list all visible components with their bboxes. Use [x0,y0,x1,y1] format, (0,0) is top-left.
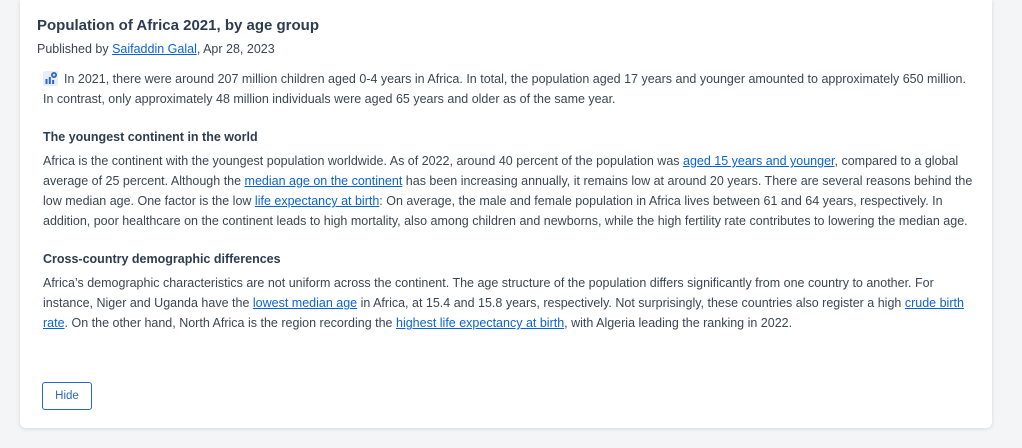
byline-prefix: Published by [37,42,113,56]
paragraph-text: , compared to a global average of 25 percent. Although the [43,154,959,188]
paragraph-text: : On average, the male and female population in Africa lives between 61 and 64 years, respectively. In addition, poor healthcare on the continent leads to high mortality, also among children and newborns, while the high fertility rate contributes to lowering the median age. [43,194,968,228]
statistic-chart-icon [43,71,58,86]
link-lowest-median-age[interactable]: lowest median age [252,296,358,310]
link-median-age-continent[interactable]: median age on the continent [244,174,403,188]
author-link[interactable]: Saifaddin Galal [112,42,197,56]
link-life-expectancy[interactable]: life expectancy at birth [254,194,380,208]
paragraph-text: Africa is the continent with the youngest population worldwide. As of 2022, around 40 percent of the population was [43,154,683,168]
section-paragraph [43,273,974,333]
hide-button[interactable]: Hide [42,382,92,410]
link-highest-life-expectancy[interactable]: highest life expectancy at birth [396,316,565,330]
paragraph-text: , with Algeria leading the ranking in 2022. [564,316,793,330]
paragraph-text: in Africa, at 15.4 and 15.8 years, respectively. Not surprisingly, these countries also register a high [357,296,905,310]
link-aged-15-and-younger[interactable]: aged 15 years and younger [683,154,835,168]
section-youngest-continent [37,129,974,231]
summary [37,69,974,109]
section-heading: Cross-country demographic differences [43,252,281,266]
link-crude-birth-rate[interactable]: crude birth rate [43,296,964,330]
paragraph-text: . On the other hand, North Africa is the region recording the [64,316,396,330]
summary-text: In 2021, there were around 207 million children aged 0-4 years in Africa. In total, the population aged 17 years and younger amounted to approximately 650 million. In contrast, only approximately 48 million individuals were aged 65 years and older as of the same year. [43,72,966,106]
paragraph-text: Africa’s demographic characteristics are not uniform across the continent. The age structure of the population differs significantly from one country to another. For instance, Niger and Uganda have the [43,276,934,310]
article-card [20,0,992,428]
byline-date: , Apr 28, 2023 [196,42,275,56]
article-title: Population of Africa 2021, by age group [37,17,319,34]
section-heading: The youngest continent in the world [43,130,258,144]
section-paragraph [43,151,974,231]
section-cross-country [37,251,974,333]
paragraph-text: has been increasing annually, it remains low at around 20 years. There are several reasons behind the low median age. One factor is the low [43,174,973,208]
byline [37,41,974,57]
